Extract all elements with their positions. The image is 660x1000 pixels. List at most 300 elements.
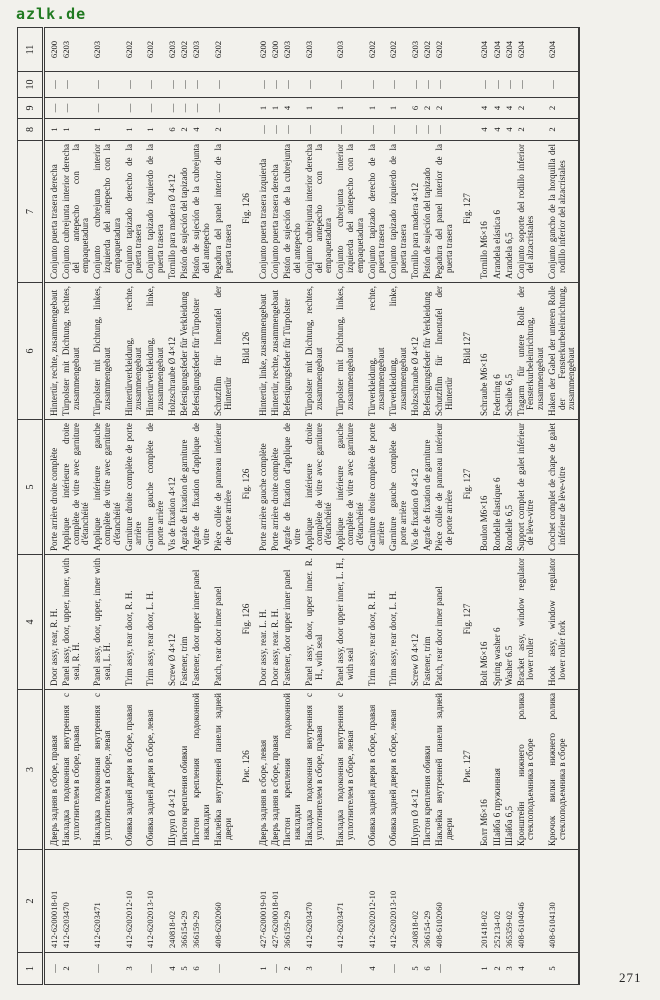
name-ru-cell: Накладка подоконная внутренняя с уплотнителем в сборе, правая [304,690,335,850]
qty-10-cell: — [179,72,191,98]
table-row [167,28,179,985]
row-number-cell: 3 [503,966,514,971]
name-ru-cell: Пистон крепления подоконной накладки [191,690,213,850]
table-row [479,28,491,985]
name-en-cell: Hook assy, window regulator lower roller fork [547,555,579,690]
name-en-cell: Washer 6.5 [503,555,515,690]
table-row [123,28,145,985]
row-number-cell [455,953,479,985]
part-number-cell: 366159-29 [191,850,213,953]
name-ru-cell: Крючок вилки нижнего ролика стеклоподъемника в сборе [547,690,579,850]
part-number-cell: 408-6202060 [212,850,234,953]
figure-caption-es: Fig. 126 [234,141,258,283]
qty-10-cell: — [410,72,422,98]
column-header-4: 4 [18,555,44,690]
group-code-cell: 6203 [61,28,92,72]
qty-8-cell: — [366,119,388,141]
part-number-cell: 412-6203471 [92,850,123,953]
qty-10-cell: — [434,72,456,98]
name-ru-cell: Наклейка внутренней панели задней двери [434,690,456,850]
qty-9-cell: 4 [282,98,304,119]
group-code-cell: 6204 [491,28,503,72]
name-de-cell: Befestigungsfeder für Verkleidung [179,283,191,420]
part-number-cell: 412-6202012-10 [123,850,145,953]
name-ru-cell: Болт М6×16 [479,690,491,850]
name-de-cell: Türpolster mit Dichtung, linkes, zusammengebaut [92,283,123,420]
qty-8-cell: 2 [212,119,234,141]
name-en-cell: Fastener, trim [422,555,434,690]
name-fr-cell: Agrafe de fixation de garniture [422,420,434,555]
name-en-cell: Trim assy. rear door, R. H. [366,555,388,690]
part-number-cell: 366154-29 [179,850,191,953]
group-code-cell: 6202 [434,28,456,72]
name-en-cell: Fastener, door upper inner panel [282,555,304,690]
name-ru-cell: Шуруп Ø 4×12 [410,690,422,850]
figure-caption-row [455,28,479,985]
figure-caption-en: Fig. 127 [455,555,479,690]
part-number-cell: 408-6104130 [547,850,579,953]
name-en-cell: Fastener, door upper inner panel [191,555,213,690]
name-fr-cell: Rondelle 6,5 [503,420,515,555]
group-code-cell: 6203 [282,28,304,72]
part-number-cell: 412-6202012-10 [366,850,388,953]
qty-9-cell: 2 [434,98,456,119]
name-es-cell: Conjunto tapizado izquierdo de la puerta trasera [145,141,167,283]
name-fr-cell: Garniture gauche complète de porte arrière [145,420,167,555]
name-fr-cell: Pièce collée de panneau intérieur de porte arrière [212,420,234,555]
part-number-cell: 408-6104046 [515,850,546,953]
name-es-cell: Conjunto cubrejunta interior izquierda del antepecho con la empaquetadura [335,141,366,283]
name-es-cell: Pistón de sujeción del tapizado [179,141,191,283]
part-number-cell: 427-6200018-01 [270,850,282,953]
name-de-cell: Tragarm für untere Rolle der Fensterkurbeleinrichtung, zusammengebaut [515,283,546,420]
row-number-cell: 2 [491,966,502,971]
group-code-cell: 6203 [304,28,335,72]
qty-9-cell: 2 [547,98,579,119]
name-es-cell: Conjunto puerta trasera izquierda [258,141,270,283]
qty-8-cell: — [335,119,366,141]
name-de-cell: Hintertür, linke, zusammengebaut [258,283,270,420]
qty-10-cell: — [366,72,388,98]
qty-9-cell [234,98,258,119]
name-en-cell: Patch, rear door inner panel [212,555,234,690]
qty-9-cell: — [145,98,167,119]
column-header-6: 6 [18,283,44,420]
qty-10-cell: — [503,72,515,98]
group-code-cell: 6200 [270,28,282,72]
part-number-cell [455,850,479,953]
name-fr-cell: Garniture droite complète de porte arrière [123,420,145,555]
row-number-cell: 6 [191,966,202,971]
part-number-cell: 412-6200018-01 [44,850,61,953]
name-ru-cell: Обивка задней двери в сборе, левая [145,690,167,850]
qty-9-cell: 1 [304,98,335,119]
qty-10-cell [234,72,258,98]
name-en-cell: Screw Ø 4×12 [410,555,422,690]
qty-8-cell [455,119,479,141]
group-code-cell: 6204 [503,28,515,72]
table-row [503,28,515,985]
name-de-cell: Türpolster mit Dichtung, rechtes, zusammengebaut [304,283,335,420]
group-code-cell: 6203 [92,28,123,72]
name-ru-cell: Шайба 6 пружинная [491,690,503,850]
row-number-cell: 3 [123,966,134,971]
qty-10-cell: — [304,72,335,98]
row-number-cell: 6 [422,966,433,971]
name-ru-cell: Накладка подоконная внутренняя с уплотнителем в сборе, левая [335,690,366,850]
name-de-cell: Haken der Gabel der unteren Rolle der Fensterkurbeleinrichtung, zusammengebaut [547,283,579,420]
part-number-cell: 240818-02 [167,850,179,953]
figure-caption-de: Bild 127 [455,283,479,420]
qty-10-cell: — [282,72,304,98]
table-row [304,28,335,985]
table-row [388,28,410,985]
qty-10-cell: — [61,72,92,98]
qty-10-cell: — [547,72,579,98]
table-row [179,28,191,985]
table-row [92,28,123,985]
row-number-cell: — [212,964,223,973]
table-row [434,28,456,985]
group-code-cell: 6202 [422,28,434,72]
name-de-cell: Federring 6 [491,283,503,420]
group-code-cell: 6202 [366,28,388,72]
group-code-cell: 6202 [145,28,167,72]
name-en-cell: Fastener, trim [179,555,191,690]
qty-10-cell: — [44,72,61,98]
name-en-cell: Bolt M6×16 [479,555,491,690]
part-number-cell: 252134-02 [491,850,503,953]
qty-8-cell: — [270,119,282,141]
name-fr-cell: Agrafe de fixation de garniture [179,420,191,555]
name-fr-cell: Rondelle élastique 6 [491,420,503,555]
row-number-cell: — [145,964,156,973]
name-fr-cell: Applique intérieure gauche complète de vitre avec garniture d'étanchéité [335,420,366,555]
table-row [282,28,304,985]
qty-9-cell: 2 [422,98,434,119]
name-es-cell: Conjunto cubrejunta interior izquierda del antepecho con la empaquetadura [92,141,123,283]
name-fr-cell: Applique intérieure droite complète de vitre avec garniture d'étanchéité [304,420,335,555]
row-number-cell: — [92,964,103,973]
figure-caption-fr: Fig. 126 [234,420,258,555]
qty-8-cell: 1 [123,119,145,141]
group-code-cell: 6203 [191,28,213,72]
group-code-cell: 6204 [479,28,491,72]
row-number-cell: 4 [515,966,526,971]
part-number-cell: 201418-02 [479,850,491,953]
name-fr-cell: Porte arrière droite complète [270,420,282,555]
name-fr-cell: Applique intérieure droite complète de vitre avec garniture d'étanchéité [61,420,92,555]
qty-9-cell: 1 [270,98,282,119]
name-es-cell: Conjunto puerta trasera derecha [44,141,61,283]
row-number-cell: 5 [179,966,190,971]
name-de-cell: Hintertürverkleidung, rechte, zusammengebaut [123,283,145,420]
group-code-cell: 6204 [515,28,546,72]
name-ru-cell: Накладка подоконная внутренняя с уплотнителем в сборе, правая [61,690,92,850]
group-code-cell: 6202 [388,28,410,72]
name-de-cell: Befestigungsfeder für Türpolster [282,283,304,420]
name-es-cell: Pistón de sujeción de la cubrejunta del antepecho [191,141,213,283]
qty-9-cell: — [191,98,213,119]
part-number-cell [234,850,258,953]
row-number-cell: 2 [282,966,293,971]
table-row [191,28,213,985]
name-de-cell: Hintertür, rechte, zusammengebaut [270,283,282,420]
name-fr-cell: Support complet de galet inférieur de lève-vitre [515,420,546,555]
name-fr-cell: Agrafe de fixation d'applique de vitre [191,420,213,555]
name-en-cell: Panel assy, door, upper, inner, with seal, R. H. [61,555,92,690]
qty-10-cell: — [335,72,366,98]
qty-9-cell: 4 [479,98,491,119]
name-de-cell: Türpolster mit Dichtung, linkes, zusammengebaut [335,283,366,420]
column-header-9: 9 [18,98,44,119]
qty-10-cell: — [145,72,167,98]
row-number-cell: 4 [167,966,178,971]
name-es-cell: Pistón de sujeción del tapizado [422,141,434,283]
name-en-cell: Screw Ø 4×12 [167,555,179,690]
name-de-cell: Schutzfilm für Innentafel der Hintertür [434,283,456,420]
name-de-cell: Hintertürverkleidung, linke, zusammengebaut [145,283,167,420]
name-es-cell: Conjunto tapizado derecho de la puerta trasera [366,141,388,283]
watermark-text: azlk.de [16,5,87,23]
part-number-cell: 412-6202013-10 [145,850,167,953]
qty-9-cell: 4 [503,98,515,119]
name-de-cell: Türverkleidung, rechte, zusammengebaut [366,283,388,420]
name-en-cell: Panel assy, door upper inner, L. H., with seal [335,555,366,690]
part-number-cell: 412-6203470 [61,850,92,953]
qty-9-cell: — [61,98,92,119]
name-en-cell: Patch, rear door inner panel [434,555,456,690]
table-row [422,28,434,985]
column-header-7: 7 [18,141,44,283]
row-number-cell: 4 [366,966,377,971]
qty-9-cell: — [167,98,179,119]
row-number-cell: — [434,964,445,973]
row-number-cell: — [335,964,346,973]
column-header-5: 5 [18,420,44,555]
qty-9-cell [455,98,479,119]
qty-9-cell: 2 [515,98,546,119]
table-row [61,28,92,985]
column-header-11: 11 [18,28,44,72]
name-ru-cell: Кронштейн нижнего ролика стеклоподъемника в сборе [515,690,546,850]
column-header-2: 2 [18,850,44,953]
rotated-table-container [17,28,580,985]
parts-table [17,27,580,985]
group-code-cell: 6202 [123,28,145,72]
figure-caption-fr: Fig. 127 [455,420,479,555]
qty-8-cell: 4 [491,119,503,141]
table-row [547,28,579,985]
qty-9-cell: — [123,98,145,119]
table-row [270,28,282,985]
qty-8-cell: — [422,119,434,141]
name-ru-cell: Пистон крепления обивки [422,690,434,850]
name-es-cell: Tornillo para madera Ø 4×12 [167,141,179,283]
qty-8-cell: — [304,119,335,141]
name-fr-cell: Crochet complet de chape de galet inférieur de lève-vitre [547,420,579,555]
row-number-cell [234,953,258,985]
group-code-cell [455,28,479,72]
name-en-cell: Door assy, rear. R. H. [270,555,282,690]
name-fr-cell: Porte arrière droite complète [44,420,61,555]
part-number-cell: 365359-02 [503,850,515,953]
group-code-cell: 6203 [167,28,179,72]
name-ru-cell: Обивка задней двери в сборе, правая [366,690,388,850]
name-de-cell: Befestigungsfeder für Verkleidung [422,283,434,420]
row-number-cell: 2 [61,966,72,971]
name-de-cell: Hintertür, rechte, zusammengebaut [44,283,61,420]
row-number-cell: 5 [410,966,420,971]
name-en-cell: Spring washer 6 [491,555,503,690]
name-es-cell: Arandela 6,5 [503,141,515,283]
qty-9-cell: — [212,98,234,119]
qty-9-cell: 6 [410,98,422,119]
name-fr-cell: Porte arrière gauche complète [258,420,270,555]
qty-10-cell: — [422,72,434,98]
qty-8-cell: — [410,119,422,141]
name-es-cell: Conjunto gancho de la horquilla del rodillo inferior del alzacristales [547,141,579,283]
column-header-8: 8 [18,119,44,141]
group-code-cell: 6203 [410,28,422,72]
qty-10-cell: — [270,72,282,98]
qty-9-cell: 1 [335,98,366,119]
qty-10-cell: — [123,72,145,98]
qty-8-cell: 4 [191,119,213,141]
qty-10-cell: — [258,72,270,98]
qty-9-cell: 1 [388,98,410,119]
qty-9-cell: — [92,98,123,119]
qty-8-cell: — [434,119,456,141]
part-number-cell: 412-6203470 [304,850,335,953]
table-row [44,28,61,985]
name-ru-cell: Наклейка внутренней панели задней двери [212,690,234,850]
name-es-cell: Conjunto tapizado derecho de la puerta trasera [123,141,145,283]
name-de-cell: Holzschraube Ø 4×12 [167,283,179,420]
qty-9-cell: — [179,98,191,119]
name-en-cell: Bracket assy, window regulator lower roller [515,555,546,690]
qty-10-cell: — [388,72,410,98]
name-fr-cell: Garniture gauche complète de porte arrière [388,420,410,555]
qty-10-cell [455,72,479,98]
group-code-cell: 6202 [212,28,234,72]
row-number-cell: 1 [479,966,490,971]
name-ru-cell: Пистон крепления обивки [179,690,191,850]
name-es-cell: Conjunto soporte del rodillo inferior del alzacristales [515,141,546,283]
name-ru-cell: Шайба 6,5 [503,690,515,850]
part-number-cell: 412-6203471 [335,850,366,953]
name-de-cell: Schraube M6×16 [479,283,491,420]
column-header-3: 3 [18,690,44,850]
name-de-cell: Holzschraube Ø 4×12 [410,283,422,420]
name-en-cell: Trim assy, rear door, R. H. [123,555,145,690]
name-ru-cell: Накладка подоконная внутренняя с уплотнителем в сборе, левая [92,690,123,850]
name-es-cell: Arandela elástica 6 [491,141,503,283]
table-row [366,28,388,985]
name-es-cell: Pistón de sujeción de la cubrejunta del antepecho [282,141,304,283]
name-de-cell: Türverkleidung, linke, zusammengebaut [388,283,410,420]
name-en-cell: Panel assy, door, upper, inner with seal, L. H. [92,555,123,690]
figure-caption-row [234,28,258,985]
row-number-cell: 3 [304,966,315,971]
qty-10-cell: — [191,72,213,98]
name-fr-cell: Agrafe de fixation d'applique de vitre [282,420,304,555]
qty-9-cell: 4 [491,98,503,119]
row-number-cell: 1 [258,966,269,971]
name-en-cell: Trim assy, rear door, L. H. [145,555,167,690]
name-en-cell: Door assy, rear, R. H. [44,555,61,690]
name-ru-cell: Пистон крепления подоконной накладки [282,690,304,850]
qty-8-cell: 4 [479,119,491,141]
qty-8-cell: — [282,119,304,141]
qty-10-cell: — [92,72,123,98]
name-es-cell: Pegadura del panel interior de la puerta trasera [434,141,456,283]
figure-caption-en: Fig. 126 [234,555,258,690]
name-es-cell: Tornillo M6×16 [479,141,491,283]
name-ru-cell: Дверь задняя в сборе, левая [258,690,270,850]
column-header-1: 1 [18,953,44,985]
group-code-cell: 6204 [547,28,579,72]
name-es-cell: Pegadura del panel interior de la puerta trasera [212,141,234,283]
qty-8-cell: 2 [179,119,191,141]
name-de-cell: Schutzfilm für Innentafel der Hintertür [212,283,234,420]
name-es-cell: Conjunto cubrejunta interior derecha del antepecho con la empaquetadura [304,141,335,283]
qty-9-cell: — [44,98,61,119]
qty-9-cell: 1 [366,98,388,119]
group-code-cell: 6200 [258,28,270,72]
qty-10-cell: — [212,72,234,98]
table-row [212,28,234,985]
figure-caption-ru: Рис. 127 [455,690,479,850]
figure-caption-de: Bild 126 [234,283,258,420]
table-header-row [18,28,44,985]
name-de-cell: Scheibe 6,5 [503,283,515,420]
qty-10-cell: — [515,72,546,98]
qty-8-cell: 1 [145,119,167,141]
group-code-cell: 6202 [179,28,191,72]
qty-10-cell: — [167,72,179,98]
part-number-cell: 366159-29 [282,850,304,953]
part-number-cell: 427-6200019-01 [258,850,270,953]
group-code-cell: 6203 [335,28,366,72]
table-row [145,28,167,985]
qty-8-cell: 1 [44,119,61,141]
name-fr-cell: Applique intérieure gauche complète de vitre avec garniture d'étanchéité [92,420,123,555]
part-number-cell: 366154-29 [422,850,434,953]
name-es-cell: Conjunto tapizado izquierdo de la puerta trasera [388,141,410,283]
qty-10-cell: — [491,72,503,98]
name-es-cell: Tornillo para madera 4×12 [410,141,422,283]
table-row [515,28,546,985]
name-ru-cell: Дверь задняя в сборе, правая [44,690,61,850]
figure-caption-ru: Рис. 126 [234,690,258,850]
row-number-cell: 5 [547,966,558,971]
qty-8-cell: 2 [547,119,579,141]
qty-8-cell: 1 [61,119,92,141]
group-code-cell [234,28,258,72]
name-en-cell: Door assy, rear. L. H. [258,555,270,690]
name-ru-cell: Дверь задняя в сборе, правая [270,690,282,850]
qty-8-cell: 6 [167,119,179,141]
row-number-cell: — [388,964,399,973]
name-en-cell: Panel assy, door, upper inner. R. H., with seal [304,555,335,690]
part-number-cell: 408-6102060 [434,850,456,953]
row-number-cell: — [49,964,59,973]
name-ru-cell: Обивка задней двери в сборе, левая [388,690,410,850]
column-header-10: 10 [18,72,44,98]
qty-8-cell [234,119,258,141]
row-number-cell: — [270,964,281,973]
